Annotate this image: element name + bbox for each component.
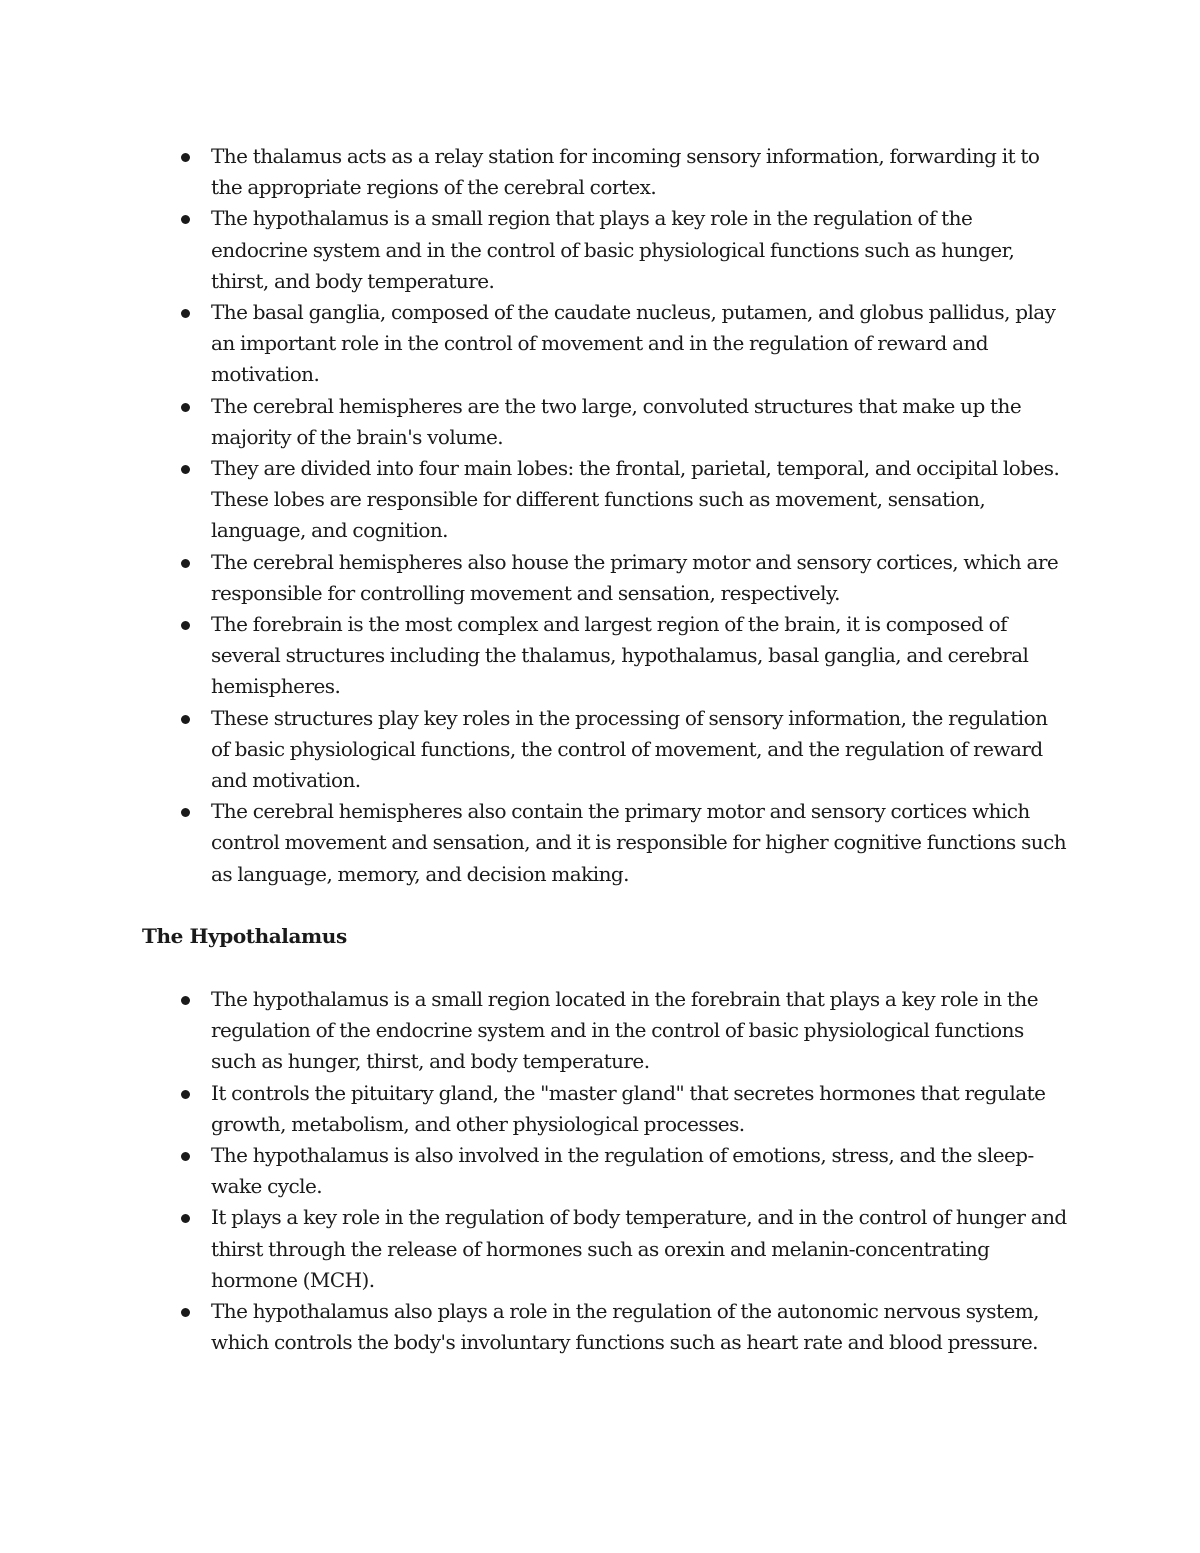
list-item-text: The cerebral hemispheres are the two large, convoluted structures that make up the majority of the brain's volume. <box>211 393 1022 449</box>
list-item-text: The hypothalamus also plays a role in the regulation of the autonomic nervous system, which controls the body's involuntary functions such as heart rate and blood pressure. <box>211 1299 1039 1355</box>
bullet-icon <box>181 1090 190 1099</box>
list-item <box>0 1202 1071 1296</box>
hypothalamus-bullet-list <box>0 984 1200 1358</box>
list-item-text: It plays a key role in the regulation of body temperature, and in the control of hunger and thirst through the release of hormones such as orexin and melanin-concentrating hormone (MCH). <box>211 1205 1067 1292</box>
bullet-icon <box>181 403 190 412</box>
bullet-icon <box>181 808 190 817</box>
list-item-text: The hypothalamus is also involved in the regulation of emotions, stress, and the sleep-wake cycle. <box>211 1143 1034 1199</box>
bullet-icon <box>181 215 190 224</box>
list-item <box>0 453 1071 547</box>
bullet-icon <box>181 996 190 1005</box>
list-item <box>0 297 1071 391</box>
section-heading: The Hypothalamus <box>142 924 347 948</box>
bullet-icon <box>181 1214 190 1223</box>
list-item <box>0 609 1071 703</box>
list-item-text: The hypothalamus is a small region that plays a key role in the regulation of the endocrine system and in the control of basic physiological functions such as hunger, thirst, and body temperature. <box>211 206 1015 293</box>
list-item-text: These structures play key roles in the processing of sensory information, the regulation of basic physiological functions, the control of movement, and the regulation of reward and motivation. <box>211 705 1048 793</box>
list-item-text: It controls the pituitary gland, the "master gland" that secretes hormones that regulate growth, metabolism, and other physiological processes. <box>211 1080 1046 1136</box>
list-item <box>0 796 1071 890</box>
forebrain-bullet-list <box>0 141 1200 890</box>
bullet-icon <box>181 1152 190 1161</box>
bullet-icon <box>181 559 190 568</box>
bullet-icon <box>181 153 190 162</box>
list-item-text: The thalamus acts as a relay station for incoming sensory information, forwarding it to the appropriate regions of the cerebral cortex. <box>211 144 1040 200</box>
list-item <box>0 547 1071 609</box>
bullet-icon <box>181 1308 190 1317</box>
bullet-icon <box>181 715 190 724</box>
bullet-icon <box>181 465 190 474</box>
bullet-icon <box>181 309 190 318</box>
list-item-text: The forebrain is the most complex and largest region of the brain, it is composed of several structures including the thalamus, hypothalamus, basal ganglia, and cerebral hemispheres. <box>211 612 1029 699</box>
list-item <box>0 1078 1071 1140</box>
list-item <box>0 391 1071 453</box>
list-item-text: The hypothalamus is a small region located in the forebrain that plays a key role in the regulation of the endocrine system and in the control of basic physiological functions such as hunger, thirst, and body temperature. <box>211 987 1038 1074</box>
list-item <box>0 1140 1071 1202</box>
list-item <box>0 203 1071 297</box>
list-item-text: The basal ganglia, composed of the caudate nucleus, putamen, and globus pallidus, play an important role in the control of movement and in the regulation of reward and motivation. <box>211 300 1056 387</box>
bullet-icon <box>181 621 190 630</box>
list-item-text: The cerebral hemispheres also house the primary motor and sensory cortices, which are responsible for controlling movement and sensation, respectively. <box>211 549 1059 605</box>
list-item <box>0 141 1071 203</box>
list-item <box>0 1296 1071 1358</box>
list-item <box>0 984 1071 1078</box>
list-item-text: The cerebral hemispheres also contain the primary motor and sensory cortices which control movement and sensation, and it is responsible for higher cognitive functions such as language, memory, and decision making. <box>211 799 1067 886</box>
list-item-text: They are divided into four main lobes: the frontal, parietal, temporal, and occipital lobes. These lobes are responsible for different functions such as movement, sensation, language, and cognition. <box>211 456 1060 543</box>
list-item <box>0 703 1071 797</box>
